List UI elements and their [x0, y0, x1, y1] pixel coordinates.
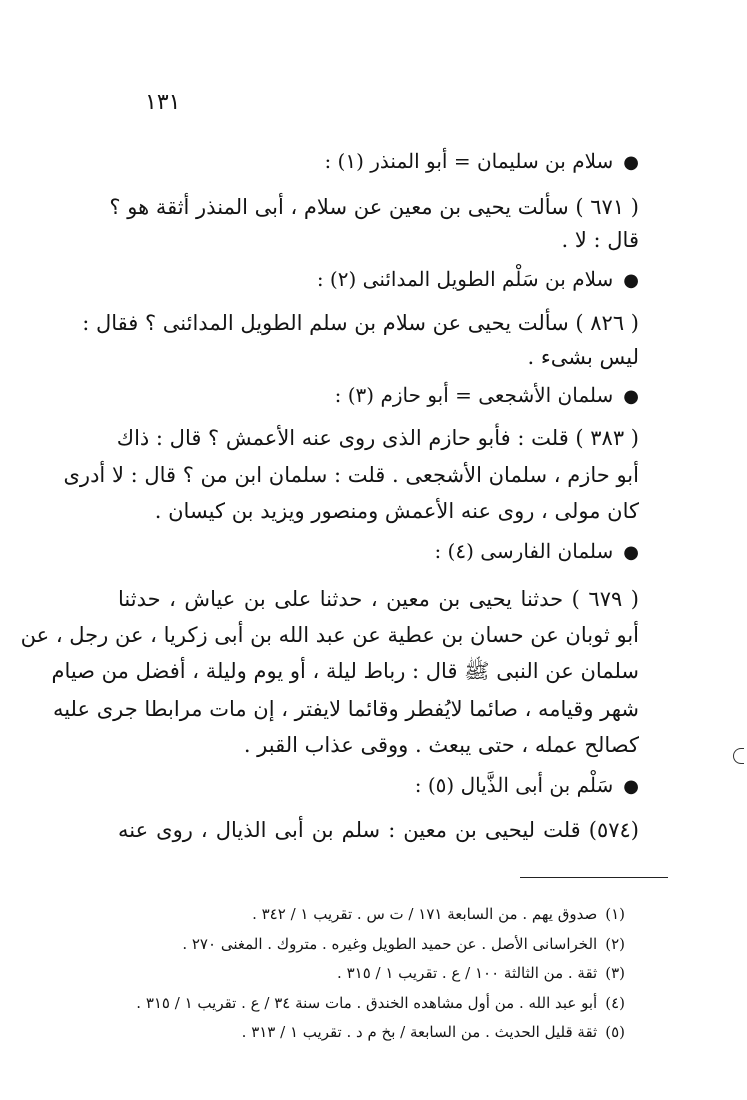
scan-mark — [733, 748, 744, 764]
bullet-icon: ● — [623, 542, 639, 563]
entry-line: ليس بشىء . — [527, 345, 639, 369]
footnote: (٤)أبو عبد الله . من أول مشاهده الخندق . مات سنة ٣٤ / ع . تقريب ١ / ٣١٥ . — [136, 994, 625, 1012]
entry-line: كصالح عمله ، حتى يبعث . ووقى عذاب القبر . — [243, 733, 639, 757]
entry-line: كان مولى ، روى عنه الأعمش ومنصور ويزيد بن كيسان . — [154, 499, 639, 523]
entry-heading: ●سلمان الأشجعى = أبو حازم (٣) : — [335, 380, 639, 412]
bullet-icon: ● — [623, 776, 639, 797]
footnote: (٥)ثقة قليل الحديث . من السابعة / بخ م د . تقريب ١ / ٣١٣ . — [241, 1023, 625, 1041]
entry-line: سلمان عن النبى ﷺ قال : رباط ليلة ، أو يوم وليلة ، أفضل من صيام — [51, 659, 639, 683]
entry-line: أبو ثوبان عن حسان بن عطية عن عبد الله بن أبى زكريا ، عن رجل ، عن — [20, 623, 639, 647]
entry-heading: ●سلام بن سليمان = أبو المنذر (١) : — [324, 146, 639, 178]
footnote: (٣)ثقة . من الثالثة ١٠٠ / ع . تقريب ١ / ٣١٥ . — [337, 964, 625, 982]
entry-line: شهر وقيامه ، صائما لايُفطر وقائما لايفتر ، إن مات مرابطا جرى عليه — [52, 697, 639, 721]
entry-line: ( ٨٢٦ ) سألت يحيى عن سلام بن سلم الطويل المدائنى ؟ فقال : — [82, 311, 639, 335]
page-number: ١٣١ — [145, 90, 181, 115]
entry-heading: ●سلمان الفارسى (٤) : — [434, 536, 639, 568]
footnote: (١)صدوق يهم . من السابعة ١٧١ / ت س . تقريب ١ / ٣٤٢ . — [252, 905, 625, 923]
footnote: (٢)الخراسانى الأصل . عن حميد الطويل وغيره . متروك . المغنى ٢٧٠ . — [182, 935, 625, 953]
footnote-divider — [520, 877, 668, 878]
bullet-icon: ● — [623, 270, 639, 291]
bullet-icon: ● — [623, 152, 639, 173]
entry-heading: ●سَلْم بن أبى الذَّيال (٥) : — [415, 770, 639, 802]
entry-line: (٥٧٤) قلت ليحيى بن معين : سلم بن أبى الذيال ، روى عنه — [118, 818, 639, 842]
entry-heading: ●سلام بن سَلْم الطويل المدائنى (٢) : — [317, 264, 639, 296]
entry-line: قال : لا . — [561, 228, 639, 252]
bullet-icon: ● — [623, 386, 639, 407]
entry-line: أبو حازم ، سلمان الأشجعى . قلت : سلمان ابن من ؟ قال : لا أدرى — [63, 463, 639, 487]
entry-line: ( ٦٧١ ) سألت يحيى بن معين عن سلام ، أبى المنذر أثقة هو ؟ — [109, 195, 639, 219]
entry-line: ( ٦٧٩ ) حدثنا يحيى بن معين ، حدثنا على بن عياش ، حدثنا — [118, 587, 639, 611]
entry-line: ( ٣٨٣ ) قلت : فأبو حازم الذى روى عنه الأعمش ؟ قال : ذاك — [116, 426, 639, 450]
